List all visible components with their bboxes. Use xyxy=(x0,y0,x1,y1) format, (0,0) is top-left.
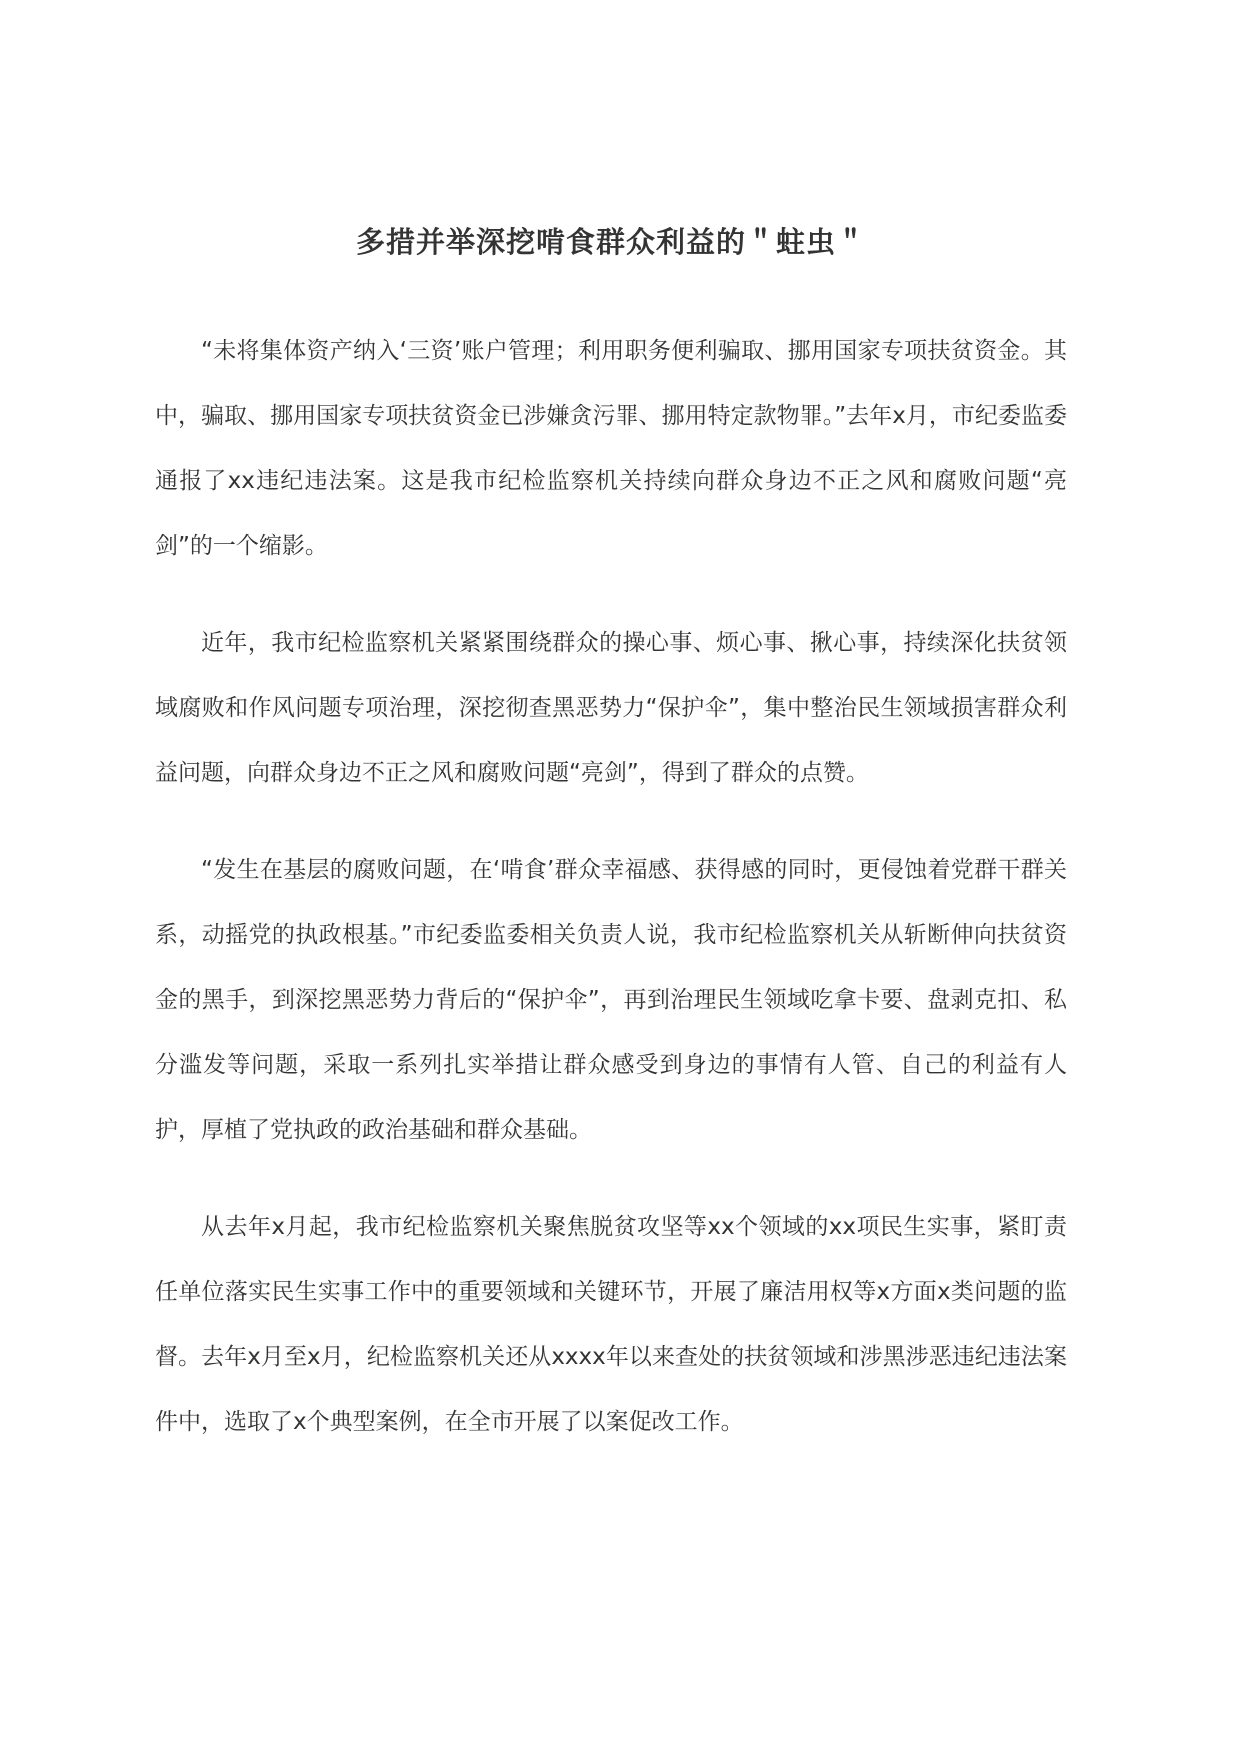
document-body xyxy=(155,319,1067,1487)
paragraph-4: 从去年x月起，我市纪检监察机关聚焦脱贫攻坚等xx个领域的xx项民生实事，紧盯责任单位落实民生实事工作中的重要领域和关键环节，开展了廉洁用权等x方面x类问题的监督。去年x月至x月，纪检监察机关还从xxxx年以来查处的扶贫领域和涉黑涉恶违纪违法案件中，选取了x个典型案例，在全市开展了以案促改工作。 xyxy=(155,1214,1067,1435)
paragraph-1: “未将集体资产纳入‘三资’账户管理；利用职务便利骗取、挪用国家专项扶贫资金。其中，骗取、挪用国家专项扶贫资金已涉嫌贪污罪、挪用特定款物罪。”去年x月，市纪委监委通报了xx违纪违法案。这是我市纪检监察机关持续向群众身边不正之风和腐败问题“亮剑”的一个缩影。 xyxy=(155,338,1067,559)
document-title: 多措并举深挖啃食群众利益的＂蛀虫＂ xyxy=(355,225,866,259)
paragraph-3: “发生在基层的腐败问题，在‘啃食’群众幸福感、获得感的同时，更侵蚀着党群干群关系，动摇党的执政根基。”市纪委监委相关负责人说，我市纪检监察机关从斩断伸向扶贫资金的黑手，到深挖黑恶势力背后的“保护伞”，再到治理民生领域吃拿卡要、盘剥克扣、私分滥发等问题，采取一系列扎实举措让群众感受到身边的事情有人管、自己的利益有人护，厚植了党执政的政治基础和群众基础。 xyxy=(155,857,1067,1143)
paragraph-2: 近年，我市纪检监察机关紧紧围绕群众的操心事、烦心事、揪心事，持续深化扶贫领域腐败和作风问题专项治理，深挖彻查黑恶势力“保护伞”，集中整治民生领域损害群众利益问题，向群众身边不正之风和腐败问题“亮剑”，得到了群众的点赞。 xyxy=(155,630,1067,786)
